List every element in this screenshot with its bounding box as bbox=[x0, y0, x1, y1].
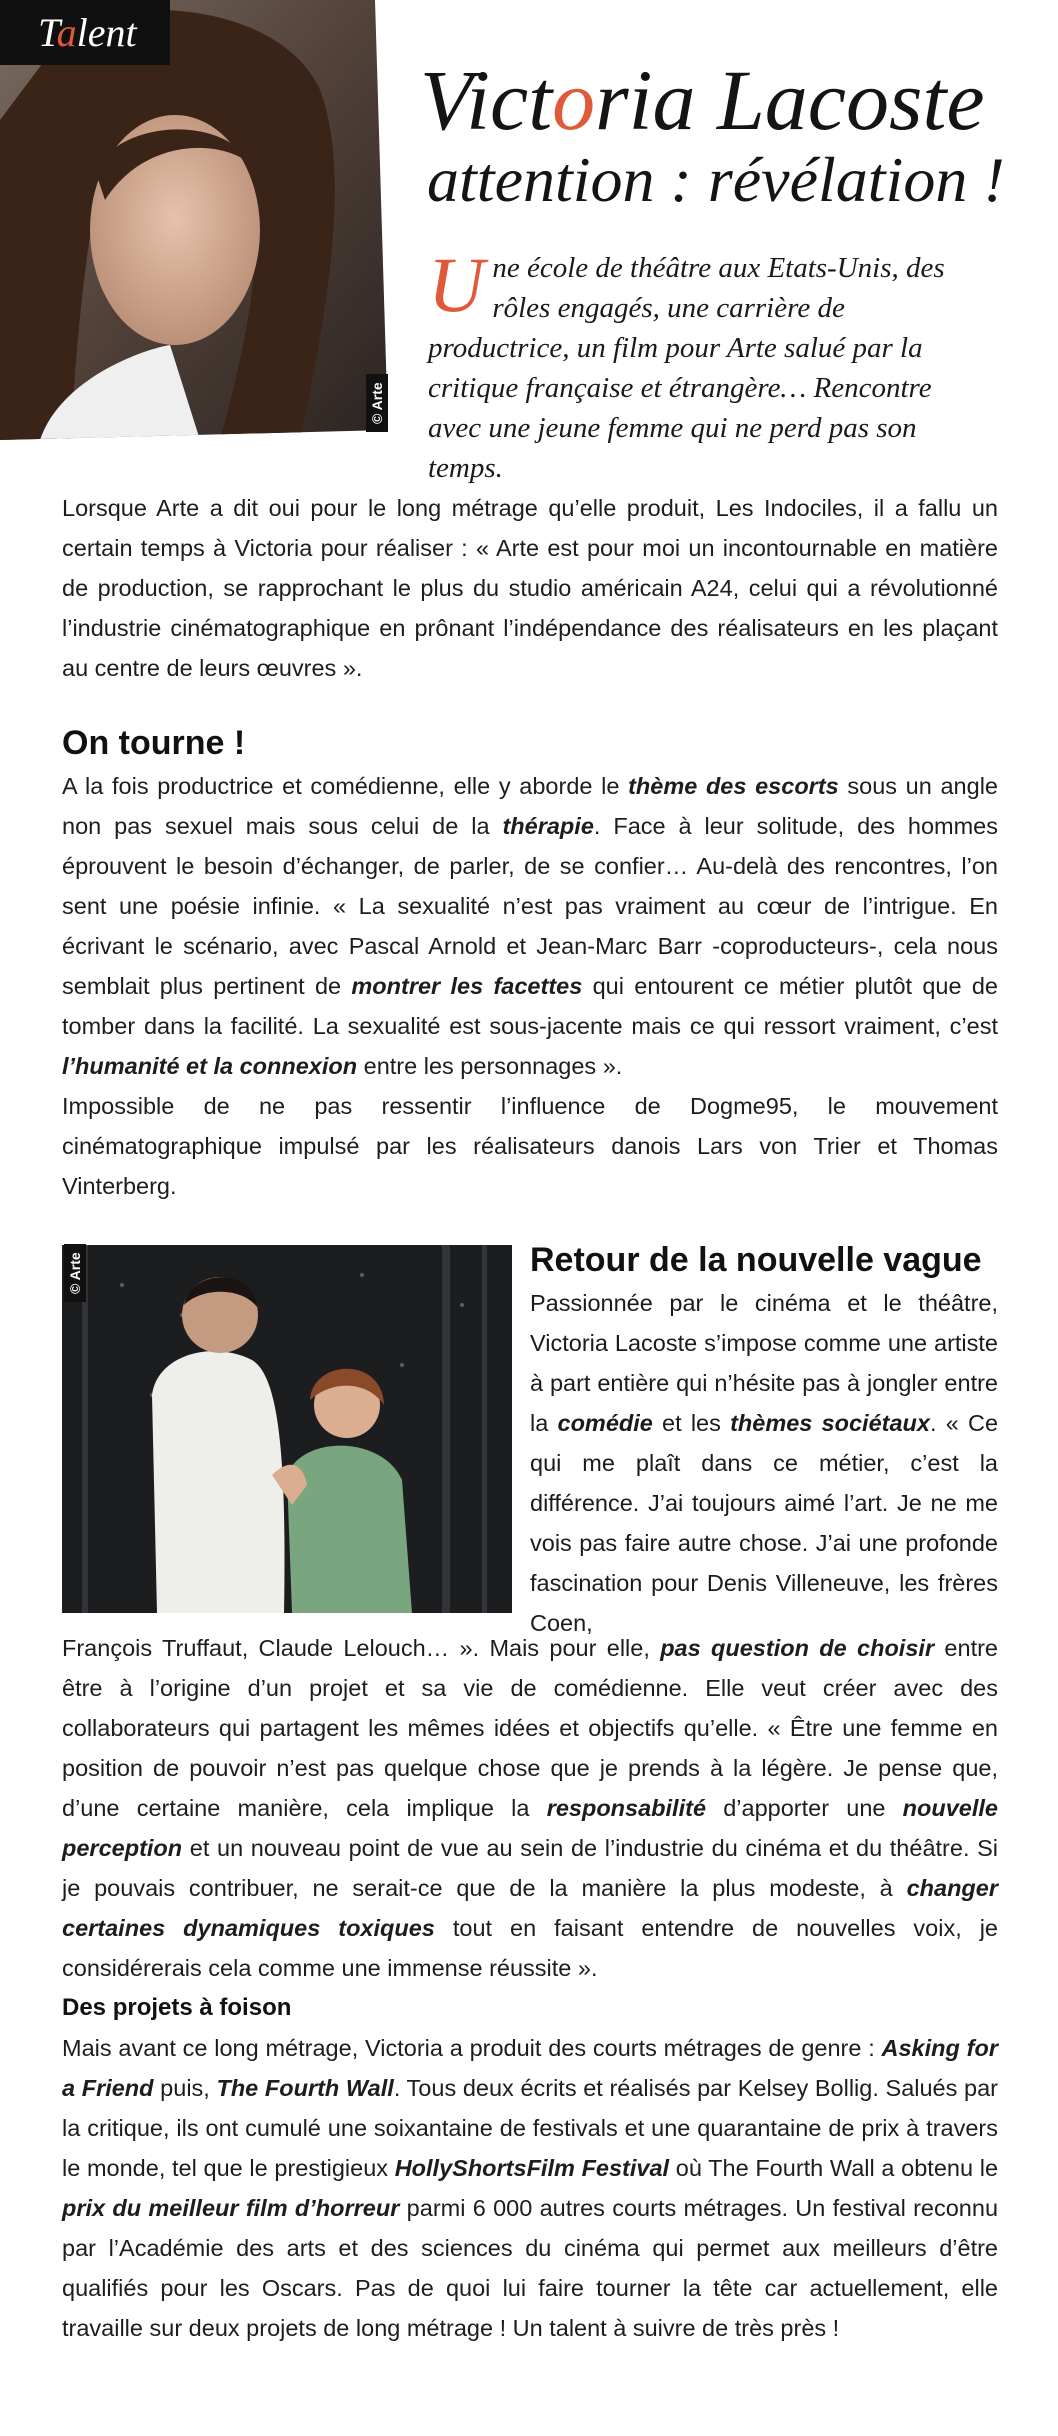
section-nouvelle-vague bbox=[530, 1237, 998, 1643]
photo-credit-2: © Arte bbox=[64, 1244, 86, 1302]
subsection-heading: Des projets à foison bbox=[62, 1994, 292, 2021]
section-heading-2: Retour de la nouvelle vague bbox=[530, 1241, 982, 1279]
section-text-2: Impossible de ne pas ressentir l’influence de Dogme95, le mouvement cinématographique impulsé par les réalisateurs danois Lars von Trier et Thomas Vinterberg. bbox=[62, 1093, 998, 1199]
article-title: Victoria Lacoste bbox=[420, 52, 985, 148]
section-tag: Talent bbox=[0, 0, 170, 65]
body-paragraph-1: Lorsque Arte a dit oui pour le long métrage qu’elle produit, Les Indociles, il a fallu un certain temps à Victoria pour réaliser : « Arte est pour moi un incontournable en matière de production, se rapprochant le plus du studio américain A24, celui qui a révolutionné l’industrie cinématographique en prônant l’indépendance des réalisateurs en les plaçant au centre de leurs œuvres ». bbox=[62, 495, 998, 681]
section-heading: On tourne ! bbox=[62, 724, 246, 762]
subsection-text: Mais avant ce long métrage, Victoria a produit des courts métrages de genre : Asking for a Friend puis, The Fourth Wall. Tous deux écrits et réalisés par Kelsey Bollig. Salués par la critique, ils ont cumulé une soixantaine de festivals et une quarantaine de prix à travers le monde, tel que le prestigieux HollyShortsFilm Festival où The Fourth Wall a obtenu le prix du meilleur film d’horreur parmi 6 000 autres courts métrages. Un festival reconnu par l’Académie des arts et des sciences du cinéma qui permet aux meilleurs d’être qualifiés pour les Oscars. Pas de quoi lui faire tourner la tête car actuellement, elle travaille sur deux projets de long métrage ! Un talent à suivre de très près ! bbox=[62, 2035, 999, 2341]
intro-lead: Une école de théâtre aux Etats-Unis, des rôles engagés, une carrière de productrice, un film pour Arte salué par la critique française et étrangère… Rencontre avec une jeune femme qui ne perd pas son temps. bbox=[428, 241, 945, 484]
section-on-tourne bbox=[62, 720, 998, 1206]
drop-cap: U bbox=[428, 241, 485, 328]
article-subtitle: attention : révélation ! bbox=[427, 144, 1005, 215]
section-text: A la fois productrice et comédienne, elle y aborde le thème des escorts sous un angle non pas sexuel mais sous celui de la thérapie. Face à leur solitude, des hommes éprouvent le besoin d’échanger, de parler, de se confier… Au-delà des rencontres, l’on sent une poésie infinie. « La sexualité n’est pas vraiment au cœur de l’intrigue. En écrivant le scénario, avec Pascal Arnold et Jean-Marc Barr -coproducteurs-, cela nous semblait plus pertinent de montrer les facettes qui entourent ce métier plutôt que de tomber dans la facilité. La sexualité est sous-jacente mais ce qui ressort vraiment, c’est l’humanité et la connexion entre les personnages ». bbox=[62, 773, 999, 1079]
section-text-3: Passionnée par le cinéma et le théâtre, Victoria Lacoste s’impose comme une artiste à part entière qui n’hésite pas à jongler entre la comédie et les thèmes sociétaux. « Ce qui me plaît dans ce métier, c’est la différence. J’ai toujours aimé l’art. Je ne me vois pas faire autre chose. J’ai une profonde fascination pour Denis Villeneuve, les frères Coen, bbox=[530, 1290, 999, 1636]
section-nouvelle-vague-continued: François Truffaut, Claude Lelouch… ». Mais pour elle, pas question de choisir entre être à l’origine d’un projet et sa vie de comédienne. Elle veut créer avec des collaborateurs qui partagent les mêmes idées et objectifs qu’elle. « Être une femme en position de pouvoir n’est pas quelque chose que je prends à la légère. Je pense que, d’une certaine manière, cela implique la responsabilité d’apporter une nouvelle perception et un nouveau point de vue au sein de l’industrie du cinéma et du théâtre. Si je pouvais contribuer, ne serait-ce que de la manière la plus modeste, à changer certaines dynamiques toxiques tout en faisant entendre de nouvelles voix, je considérerais cela comme une immense réussite ». Des projets à foison Mais avant ce long métrage, Victoria a produit des courts métrages de genre : Asking for a Friend puis, The Fourth Wall. Tous deux écrits et réalisés par Kelsey Bollig. Salués par la critique, ils ont cumulé une soixantaine de festivals et une quarantaine de prix à travers le monde, tel que le prestigieux HollyShortsFilm Festival où The Fourth Wall a obtenu le prix du meilleur film d’horreur parmi 6 000 autres courts métrages. Un festival reconnu par l’Académie des arts et des sciences du cinéma qui permet aux meilleurs d’être qualifiés pour les Oscars. Pas de quoi lui faire tourner la tête car actuellement, elle travaille sur deux projets de long métrage ! Un talent à suivre de très près ! bbox=[62, 1628, 998, 2348]
portrait-photo bbox=[0, 0, 388, 440]
film-still-photo bbox=[62, 1245, 512, 1613]
photo-credit: © Arte bbox=[366, 374, 388, 432]
